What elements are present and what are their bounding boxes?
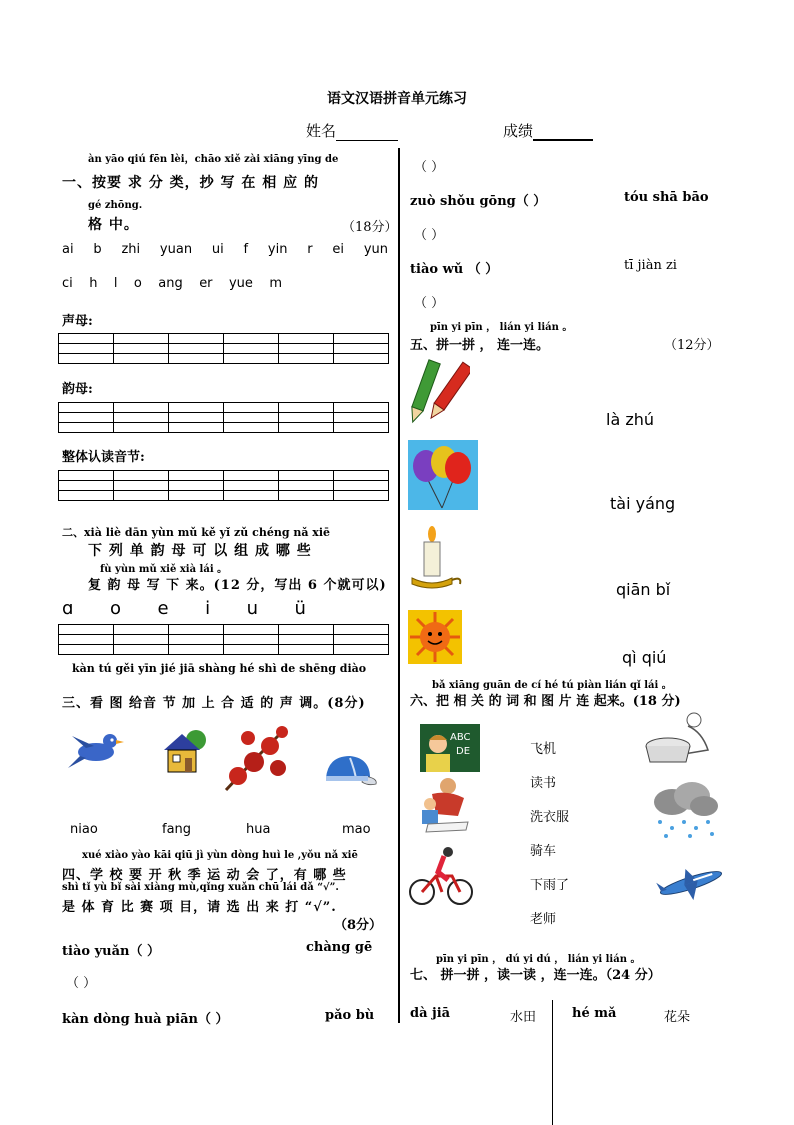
q4-points: （8分）	[334, 918, 383, 933]
vowel: u	[246, 598, 259, 619]
vowel: o	[109, 598, 121, 619]
q5-pinyin: pīn yi pīn ， lián yi lián 。	[430, 322, 573, 333]
teacher-image	[420, 724, 480, 772]
q2-pinyin2: fù yùn mǔ xiě xià lái 。	[100, 564, 228, 575]
q1-pinyin2: gé zhōng.	[88, 200, 143, 211]
q4-item-running[interactable]: pǎo bù	[325, 1008, 375, 1023]
q3-word-1: niao	[70, 822, 98, 837]
syllable: r	[307, 242, 313, 257]
q1-pinyin: àn yāo qiú fēn lèi，chāo xiě zài xiāng yīng de	[88, 154, 339, 165]
q3-pinyin: kàn tú gěi yīn jié jiā shàng hé shì de shēng diào	[72, 662, 367, 675]
score-blank[interactable]	[533, 127, 593, 141]
syllable: er	[199, 276, 213, 291]
q1-row2	[62, 276, 282, 291]
syllable: ai	[62, 242, 74, 257]
initials-grid[interactable]	[58, 333, 389, 364]
q4-checkbox[interactable]: （ ）	[414, 160, 445, 175]
cap-image	[320, 750, 380, 792]
q4-item-shuttlecock[interactable]: tī jiàn zi	[624, 258, 677, 273]
name-blank[interactable]	[336, 127, 398, 141]
q1-label: 一、按要 求 分 类，抄 写 在 相 应 的	[62, 175, 319, 191]
q4-item-dancing[interactable]: tiào wǔ （ ）	[410, 262, 499, 277]
q6-word-reading: 读书	[530, 776, 557, 791]
house-image	[160, 728, 206, 778]
syllable: yue	[228, 276, 253, 291]
q7-word-shuitian: 水田	[510, 1010, 537, 1025]
airplane-image	[654, 860, 728, 906]
syllable: b	[93, 242, 102, 257]
reading-image	[408, 776, 484, 834]
name-field	[306, 120, 398, 141]
q5-word-candle: là zhú	[606, 410, 655, 429]
washing-clothes-image	[644, 710, 718, 770]
vowel: e	[157, 598, 169, 619]
q4-label1: 四、学 校 要 开 秋 季 运 动 会 了，有 哪 些	[62, 868, 347, 883]
pencils-image	[408, 356, 470, 426]
q5-label: 五、拼一拼 ， 连一连。	[410, 338, 550, 353]
q7-word-huaduo: 花朵	[664, 1010, 691, 1025]
q7-label: 七、 拼一拼 ，读一读 ，连一连。（24 分）	[410, 968, 661, 983]
column-divider	[398, 148, 400, 1023]
q7-pinyin: pīn yi pīn ， dú yi dú ， lián yi lián 。	[436, 954, 641, 965]
plum-blossom-image	[218, 720, 294, 796]
q6-pinyin: bǎ xiāng guān de cí hé tú piàn lián qǐ lái 。	[432, 680, 672, 691]
syllable: f	[243, 242, 249, 257]
q1-row1	[62, 242, 388, 257]
rain-cloud-image	[646, 780, 720, 840]
q6-word-raining: 下雨了	[530, 878, 570, 893]
q1-points: （18分）	[342, 220, 398, 235]
syllable: l	[113, 276, 118, 291]
category-initials: 声母:	[62, 314, 93, 329]
candle-image	[408, 522, 464, 592]
syllable: yuan	[159, 242, 193, 257]
q4-item-sandbag[interactable]: tóu shā bāo	[624, 190, 709, 205]
q1-label2: 格 中。	[88, 217, 139, 233]
q4-checkbox[interactable]: （ ）	[414, 228, 445, 243]
syllable: ui	[211, 242, 224, 257]
sun-image	[408, 610, 462, 664]
q5-points: （12分）	[664, 338, 720, 353]
syllable: yun	[363, 242, 388, 257]
bird-image	[66, 728, 128, 774]
q7-divider	[552, 1000, 553, 1125]
q5-word-balloon: qì qiú	[622, 648, 667, 667]
q4-item-singing[interactable]: chàng gē	[306, 940, 373, 955]
q7-pinyin-hema: hé mǎ	[572, 1006, 617, 1021]
q3-word-2: fang	[162, 822, 192, 837]
syllable: ei	[332, 242, 345, 257]
syllable: ang	[158, 276, 183, 291]
q4-checkbox[interactable]: （ ）	[414, 296, 445, 311]
q5-word-sun: tài yáng	[610, 494, 676, 513]
syllable: ci	[62, 276, 73, 291]
q4-item-handcraft[interactable]: zuò shǒu gōng（ ）	[410, 194, 547, 209]
page-title: 语文汉语拼音单元练习	[327, 91, 467, 107]
syllable: h	[89, 276, 98, 291]
q6-word-airplane: 飞机	[530, 742, 557, 757]
q4-pinyin2: shì tǐ yù bǐ sài xiàng mù,qǐng xuǎn chū lái dǎ “√”.	[62, 882, 339, 893]
balloons-image	[408, 440, 478, 510]
svg-text:DE: DE	[456, 746, 471, 757]
q4-pinyin1: xué xiào yào kāi qiū jì yùn dòng huì le ,yǒu nǎ xiē	[82, 850, 358, 861]
q4-checkbox[interactable]: （ ）	[66, 976, 97, 991]
q3-label: 三、看 图 给音 节 加 上 合 适 的 声 调。(8分)	[62, 696, 366, 711]
vowel: i	[205, 598, 211, 619]
vowel: ɑ	[62, 598, 74, 619]
svg-text:ABC: ABC	[450, 732, 471, 743]
q6-label: 六、把 相 关 的 词 和 图 片 连 起来。(18 分)	[410, 694, 681, 709]
score-field	[503, 120, 593, 141]
score-label: 成绩	[503, 122, 534, 140]
whole-syllables-grid[interactable]	[58, 470, 389, 501]
q3-word-3: hua	[246, 822, 271, 837]
finals-grid[interactable]	[58, 402, 389, 433]
q4-item-cartoon[interactable]: kàn dòng huà piān（ ）	[62, 1012, 229, 1027]
q2-vowels	[62, 598, 306, 619]
syllable: yin	[267, 242, 288, 257]
q2-label1: 下 列 单 韵 母 可 以 组 成 哪 些	[88, 543, 312, 559]
syllable: zhi	[121, 242, 141, 257]
compound-finals-grid[interactable]	[58, 624, 389, 655]
q6-word-laundry: 洗衣服	[530, 810, 570, 825]
q2-pinyin1: 二、xià liè dān yùn mǔ kě yǐ zǔ chéng nǎ xiē	[62, 526, 331, 539]
q3-word-4: mao	[342, 822, 371, 837]
q6-word-cycling: 骑车	[530, 844, 557, 859]
syllable: m	[269, 276, 282, 291]
q2-label2: 复 韵 母 写 下 来。(12 分，写出 6 个就可以)	[88, 578, 387, 593]
vowel: ü	[294, 598, 306, 619]
syllable: o	[133, 276, 142, 291]
category-whole-syllables: 整体认读音节:	[62, 450, 145, 465]
q7-pinyin-dajia: dà jiā	[410, 1006, 451, 1021]
q4-label2: 是 体 育 比 赛 项 目，请 选 出 来 打 “√”.	[62, 900, 337, 915]
q4-item-long-jump[interactable]: tiào yuǎn（ ）	[62, 944, 160, 959]
category-finals: 韵母:	[62, 382, 93, 397]
q5-word-pencil: qiān bǐ	[616, 580, 671, 599]
cyclist-image	[408, 846, 474, 908]
name-label: 姓名	[306, 122, 337, 140]
q6-word-teacher: 老师	[530, 912, 557, 927]
